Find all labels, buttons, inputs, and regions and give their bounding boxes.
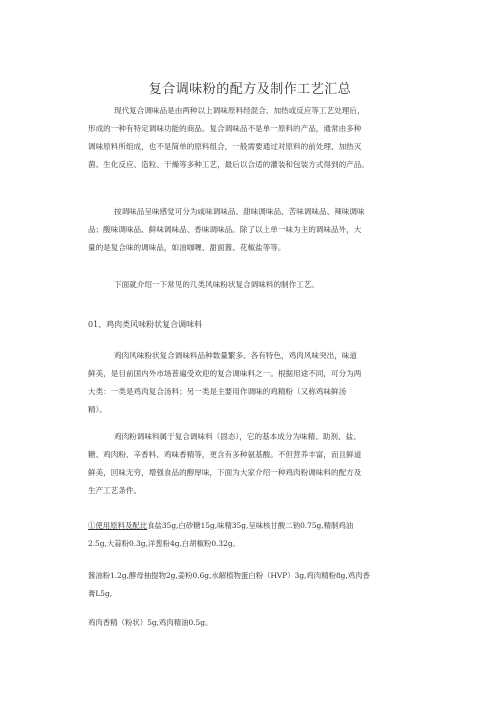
text-line: 膏L5g, <box>88 589 113 598</box>
recipe-paragraph-3 <box>88 614 418 632</box>
text-line: 鸡肉香精（粉状）5g,鸡肉精油0.5g。 <box>88 618 213 627</box>
text-line: 鸡肉粉调味料属于复合调味料（固态），它的基本成分为味精、助剂、盐、 <box>114 432 361 441</box>
text-line: 糖、鸡肉粉、辛香料、鸡味香精等，更含有多种氨基酸。不但营养丰富，而且鲜道 <box>88 450 362 459</box>
text-line: 现代复合调味品是由两种以上调味原料经混合、加热或反应等工艺处理后， <box>114 106 365 115</box>
text-line: 调味原料所组成，也不是简单的原料组合，一般需要通过对原料的前处理、加热灭 <box>88 142 362 151</box>
text-line: 量的是复合味的调味品，如油咖喱、甜面酱、花椒盐等等。 <box>88 243 286 252</box>
recipe-paragraph-1 <box>88 517 418 553</box>
chicken-powder-paragraph <box>88 428 418 500</box>
text-line: 鸡肉风味粉状复合调味料品种数量繁多、各有特色，鸡肉风味突出，味道 <box>114 351 357 360</box>
text-line: 酱油粉1.2g,酵母抽提物2g,姜粉0.6g,水解植物蛋白粉（HVP）3g,鸡肉精粉8g,鸡肉香 <box>88 571 370 580</box>
text-line: 生产工艺条件。 <box>88 486 142 495</box>
text-line: 下面就介绍一下常见的几类风味粉状复合调味料的制作工艺。 <box>114 280 320 289</box>
text-line: 品；酸味调味品、鲜味调味品、香味调味品。除了以上单一味为主的调味品外，大 <box>88 225 362 234</box>
text-line: 大类：一类是鸡肉复合汤料；另一类是主要用作调味的鸡精粉（又称鸡味鲜汤 <box>88 387 347 396</box>
text-line: 鲜美，回味无穷，增强食品的醇厚味，下面为大家介绍一种鸡肉粉调味料的配方及 <box>88 468 362 477</box>
text-line: 2.5g,大蒜粉0.3g,洋葱粉4g,白胡椒粉0.32g。 <box>88 539 240 548</box>
text-line <box>88 517 418 535</box>
intro-paragraph <box>88 102 418 174</box>
recipe-paragraph-2 <box>88 567 418 603</box>
text-line: 按调味品呈味感觉可分为咸味调味品、甜味调味品、苦味调味品、辣味调味 <box>114 207 365 216</box>
recipe-link[interactable]: ①使用原料及配比 <box>88 521 148 530</box>
section1-paragraph <box>88 347 418 419</box>
recipe-text: 食盐35g,白砂糖15g,味精35g,呈味核甘酸二钠0.75g,精制鸡油 <box>147 521 354 530</box>
text-line: 形成的一种有特定调味功能的商品。复合调味品不是单一原料的产品，通常由多种 <box>88 124 362 133</box>
text-line: 精）。 <box>88 405 107 414</box>
section-heading: 01、鸡肉类风味粉状复合调味料 <box>88 320 203 329</box>
transition-paragraph <box>88 276 418 294</box>
classification-paragraph <box>88 203 418 257</box>
document-title: 复合调味粉的配方及制作工艺汇总 <box>148 82 352 97</box>
text-line: 菌、生化反应、造粒、干燥等多种工艺，最后以合适的灌装和包装方式得到的产品。 <box>88 160 369 169</box>
text-line: 鲜美，是目前国内外市场普遍受欢迎的复合调味料之一。根据用途不同，可分为两 <box>88 369 362 378</box>
